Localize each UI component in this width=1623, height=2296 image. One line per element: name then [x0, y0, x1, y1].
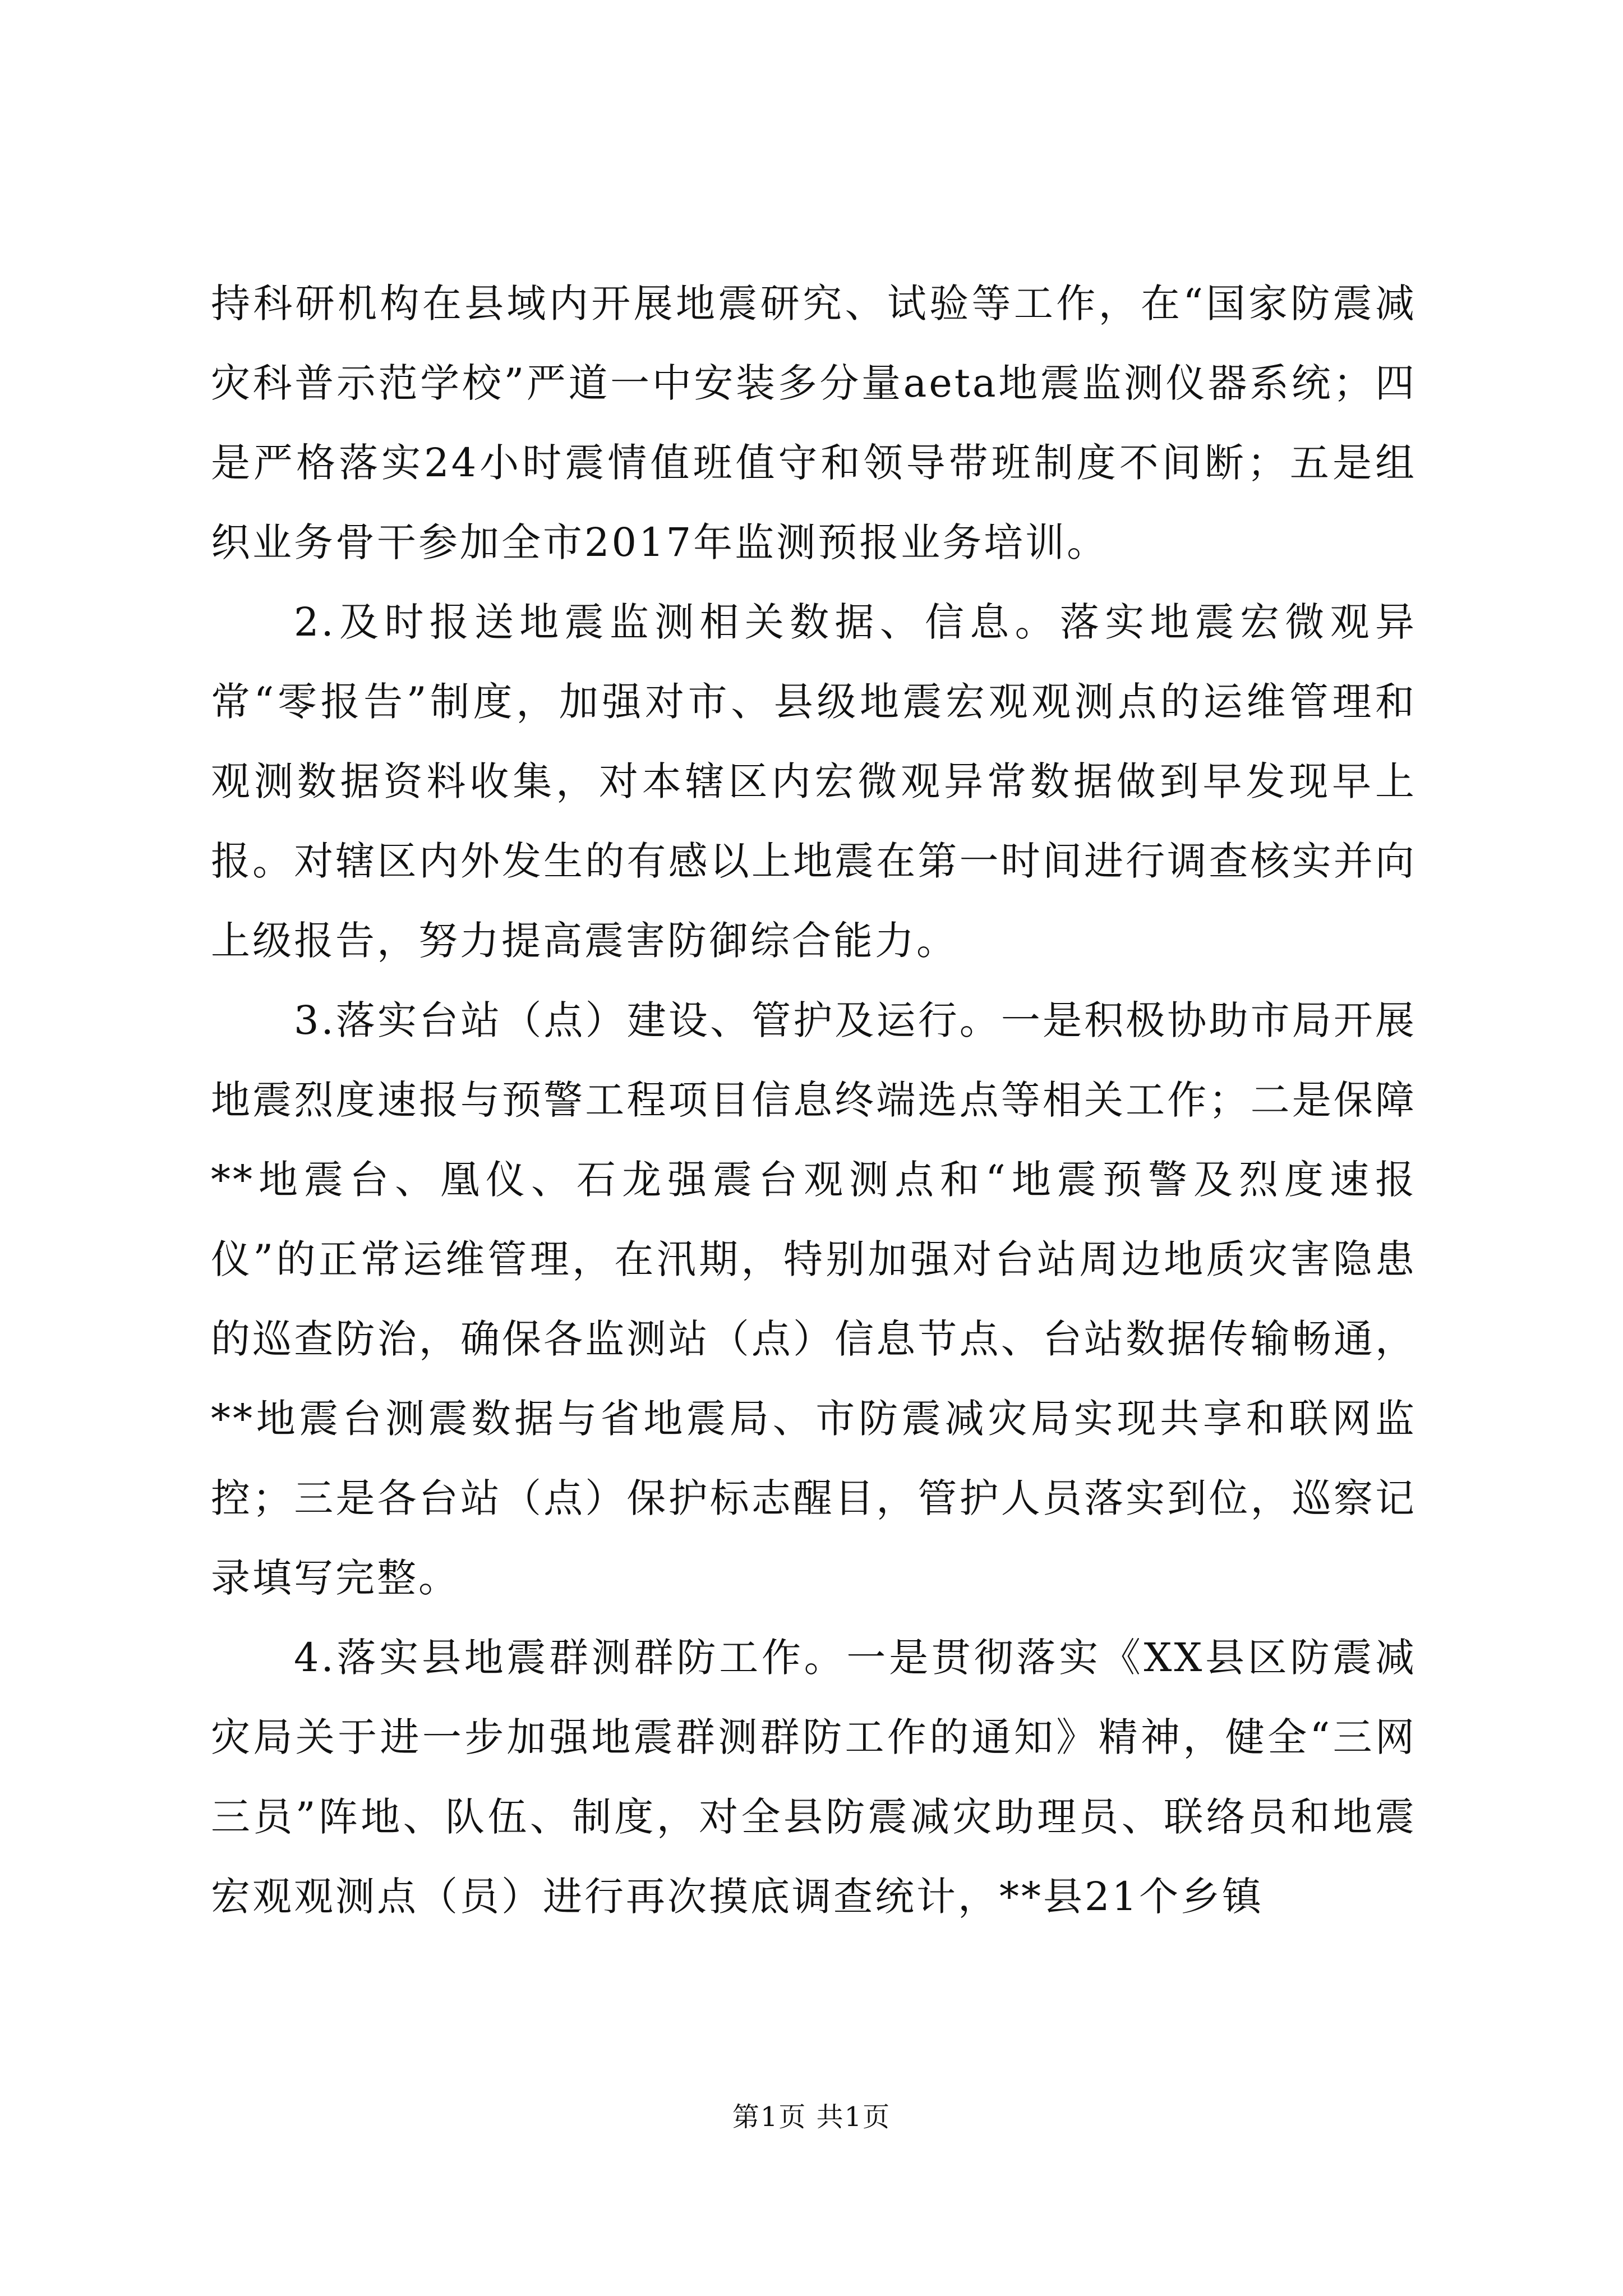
paragraph-4-group-monitoring: 4.落实县地震群测群防工作。一是贯彻落实《XX县区防震减灾局关于进一步加强地震群测群防工作的通知》精神，健全“三网三员”阵地、队伍、制度，对全县防震减灾助理员、联络员和地震宏观观测点（员）进行再次摸底调查统计，**县21个乡镇	[211, 1635, 1417, 1920]
document-body	[211, 264, 1417, 1936]
paragraph-3-station-management: 3.落实台站（点）建设、管护及运行。一是积极协助市局开展地震烈度速报与预警工程项目信息终端选点等相关工作；二是保障**地震台、凰仪、石龙强震台观测点和“地震预警及烈度速报仪”的正常运维管理，在汛期，特别加强对台站周边地质灾害隐患的巡查防治，确保各监测站（点）信息节点、台站数据传输畅通，**地震台测震数据与省地震局、市防震减灾局实现共享和联网监控；三是各台站（点）保护标志醒目，管护人员落实到位，巡察记录填写完整。	[211, 997, 1417, 1601]
paragraph-continuation: 持科研机构在县域内开展地震研究、试验等工作，在“国家防震减灾科普示范学校”严道一中安装多分量aeta地震监测仪器系统；四是严格落实24小时震情值班值守和领导带班制度不间断；五是组织业务骨干参加全市2017年监测预报业务培训。	[211, 280, 1417, 565]
page-footer: 第1页 共1页	[732, 2101, 891, 2133]
paragraph-2-data-reporting: 2.及时报送地震监测相关数据、信息。落实地震宏微观异常“零报告”制度，加强对市、县级地震宏观观测点的运维管理和观测数据资料收集，对本辖区内宏微观异常数据做到早发现早上报。对辖区内外发生的有感以上地震在第一时间进行调查核实并向上级报告，努力提高震害防御综合能力。	[211, 599, 1417, 964]
